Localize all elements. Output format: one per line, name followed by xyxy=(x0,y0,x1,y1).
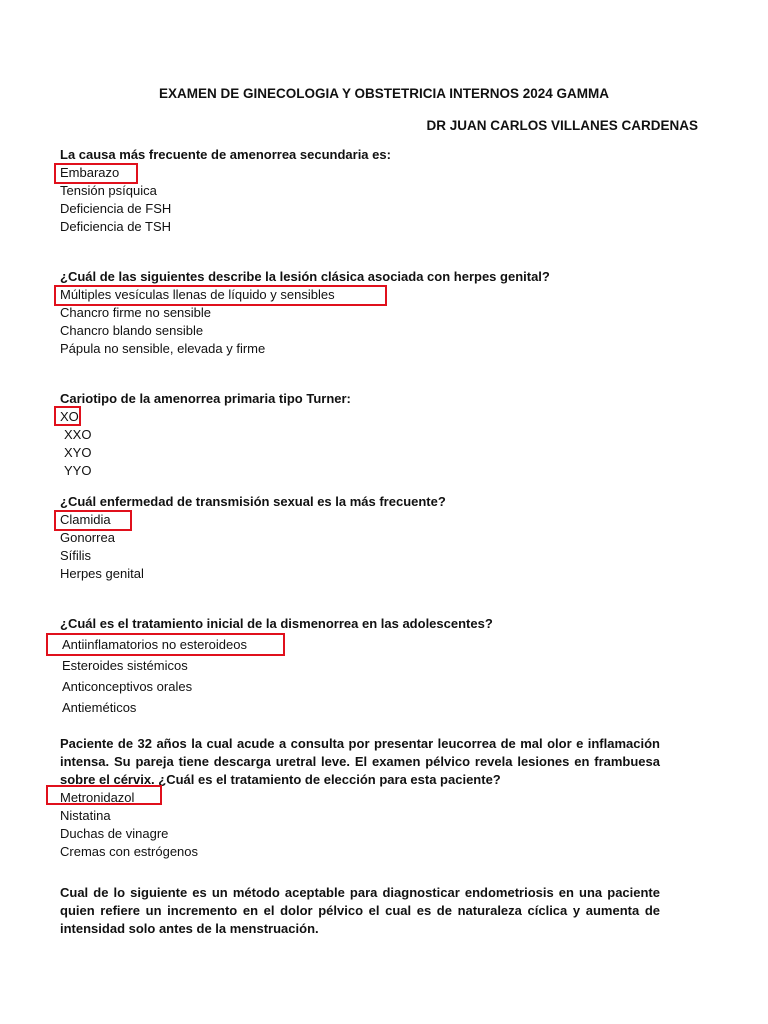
question-stem: Paciente de 32 años la cual acude a consulta por presentar leucorrea de mal olor e inflamación intensa. Su pareja tiene descarga uretral leve. El examen pélvico revela lesiones en frambuesa sobre el cérvix. ¿Cuál es el tratamiento de elección para esta paciente? xyxy=(60,736,660,787)
option-c: Chancro blando sensible xyxy=(60,323,204,338)
answer-highlight-box xyxy=(46,785,162,805)
answer-highlight-box xyxy=(54,285,387,306)
question-stem: Cariotipo de la amenorrea primaria tipo Turner: xyxy=(60,391,351,406)
option-b: Tensión psíquica xyxy=(60,183,157,198)
option-d: Antieméticos xyxy=(62,700,137,715)
option-d: Deficiencia de TSH xyxy=(60,219,172,234)
option-c: XYO xyxy=(64,445,92,460)
question-stem: Cual de lo siguiente es un método aceptable para diagnosticar endometriosis en una paciente quien refiere un incremento en el dolor pélvico el cual es de naturaleza cíclica y aumenta de intensidad solo antes de la menstruación. xyxy=(60,885,660,936)
option-a: Antiinflamatorios no esteroideos xyxy=(62,637,247,652)
question-stem: ¿Cuál es el tratamiento inicial de la dismenorrea en las adolescentes? xyxy=(60,616,493,631)
question-stem: ¿Cuál de las siguientes describe la lesión clásica asociada con herpes genital? xyxy=(60,269,550,284)
option-d: Herpes genital xyxy=(60,566,144,581)
option-a: Múltiples vesículas llenas de líquido y sensibles xyxy=(60,287,335,302)
answer-highlight-box xyxy=(54,163,138,184)
option-b: Chancro firme no sensible xyxy=(60,305,212,320)
option-d: YYO xyxy=(64,463,92,478)
option-c: Deficiencia de FSH xyxy=(60,201,172,216)
option-a: Clamidia xyxy=(60,512,111,527)
option-d: Pápula no sensible, elevada y firme xyxy=(60,341,266,356)
question-5 xyxy=(60,613,660,718)
option-b: Gonorrea xyxy=(60,530,115,545)
option-b: Nistatina xyxy=(60,808,111,823)
question-4 xyxy=(60,493,660,583)
question-3 xyxy=(60,390,660,480)
answer-highlight-box xyxy=(46,633,285,656)
option-b: Esteroides sistémicos xyxy=(62,658,188,673)
question-1 xyxy=(60,146,660,236)
option-a: Embarazo xyxy=(60,165,120,180)
option-a: XO xyxy=(60,409,79,424)
option-c: Anticonceptivos orales xyxy=(62,679,193,694)
answer-highlight-box xyxy=(54,510,132,531)
question-2 xyxy=(60,268,660,358)
option-b: XXO xyxy=(64,427,92,442)
exam-title: EXAMEN DE GINECOLOGIA Y OBSTETRICIA INTERNOS 2024 GAMMA xyxy=(158,86,610,101)
question-stem: ¿Cuál enfermedad de transmisión sexual es la más frecuente? xyxy=(60,494,446,509)
option-c: Duchas de vinagre xyxy=(60,826,169,841)
answer-highlight-box xyxy=(54,406,81,426)
option-d: Cremas con estrógenos xyxy=(60,844,199,859)
option-c: Sífilis xyxy=(60,548,92,563)
exam-author: DR JUAN CARLOS VILLANES CARDENAS xyxy=(426,118,698,133)
question-stem: La causa más frecuente de amenorrea secundaria es: xyxy=(60,147,391,162)
question-7 xyxy=(60,884,660,938)
option-a: Metronidazol xyxy=(60,790,135,805)
